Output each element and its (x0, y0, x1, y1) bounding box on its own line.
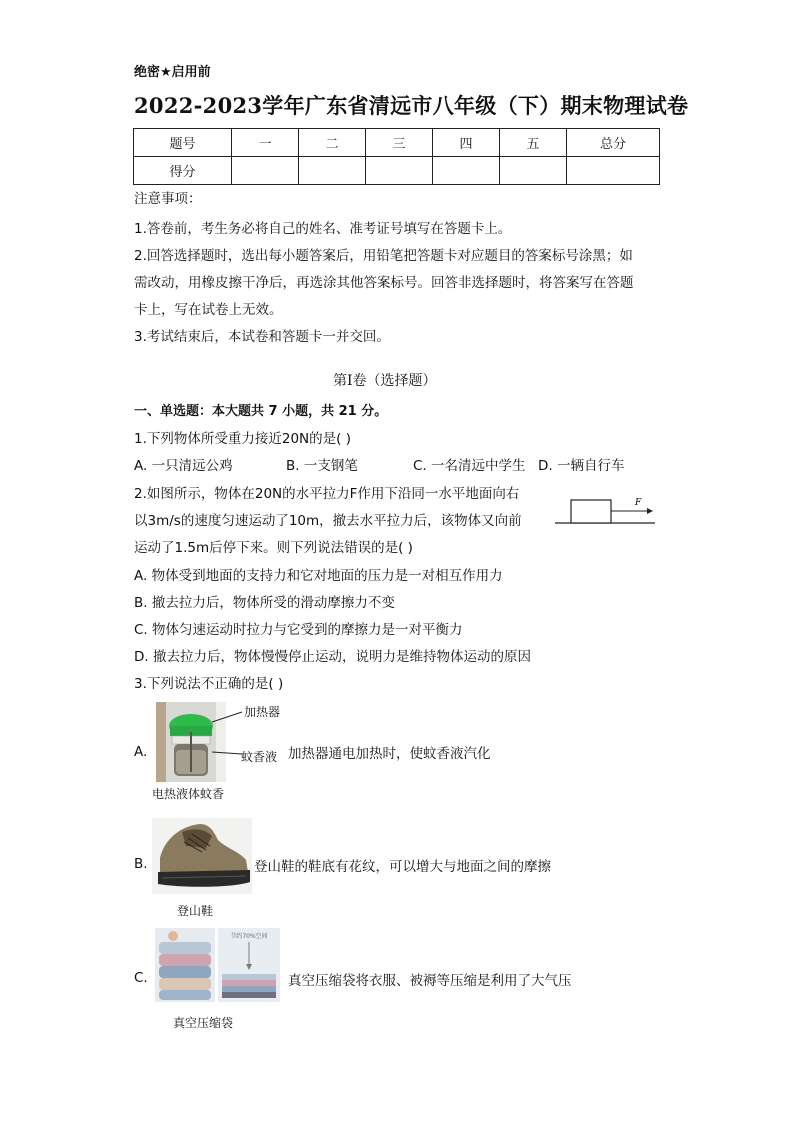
note-line: 需改动，用橡皮擦干净后，再选涂其他答案标号。回答非选择题时，将答案写在答题 (134, 275, 634, 291)
notes-heading: 注意事项： (134, 191, 202, 207)
section-heading: 一、单选题：本大题共 7 小题，共 21 分。 (134, 404, 388, 419)
score-cell (567, 157, 660, 185)
note-line: 2.回答选择题时，选出每小题答案后，用铅笔把答题卡对应题目的答案标号涂黑；如 (134, 248, 633, 264)
vacuum-bag-before-photo (155, 928, 215, 1002)
score-header-cell: 总分 (567, 129, 660, 157)
q2-option-a: A. 物体受到地面的支持力和它对地面的压力是一对相互作用力 (134, 568, 503, 584)
q3-option-a-caption: 电热液体蚊香 (152, 787, 225, 801)
q3-option-c-letter: C. (134, 970, 148, 986)
q3-option-a-text: 加热器通电加热时，使蚊香液汽化 (288, 746, 491, 762)
note-line: 3.考试结束后，本试卷和答题卡一并交回。 (134, 329, 390, 345)
score-table-score-row (134, 157, 660, 185)
exam-title: 2022-2023学年广东省清远市八年级（下）期末物理试卷 (134, 93, 689, 118)
q1-option-b: B. 一支钢笔 (286, 458, 358, 474)
score-header-cell: 题号 (134, 129, 232, 157)
part-title: 第I卷（选择题） (333, 373, 437, 389)
score-cell (366, 157, 433, 185)
score-row-label: 得分 (134, 157, 232, 185)
vacuum-bag-after-photo (218, 928, 280, 1002)
block-force-diagram (555, 490, 660, 530)
score-cell (433, 157, 500, 185)
q2-option-c: C. 物体匀速运动时拉力与它受到的摩擦力是一对平衡力 (134, 622, 463, 638)
q3-option-b-text: 登山鞋的鞋底有花纹，可以增大与地面之间的摩擦 (254, 859, 551, 875)
q2-stem-line: 2.如图所示，物体在20N的水平拉力F作用下沿同一水平地面向右 (134, 486, 520, 502)
score-header-cell: 五 (500, 129, 567, 157)
score-header-cell: 四 (433, 129, 500, 157)
q3-option-b-caption: 登山鞋 (177, 904, 214, 918)
score-cell (299, 157, 366, 185)
note-line: 卡上，写在试卷上无效。 (134, 302, 283, 318)
secret-mark: 绝密★启用前 (134, 65, 211, 80)
q3-option-b-letter: B. (134, 856, 148, 872)
score-cell (500, 157, 567, 185)
q2-stem-line: 运动了1.5m后停下来。则下列说法错误的是( ) (134, 540, 413, 556)
note-line: 1.答卷前，考生务必将自己的姓名、准考证号填写在答题卡上。 (134, 221, 512, 237)
heater-label: 加热器 (244, 705, 281, 719)
force-label: F (635, 498, 642, 508)
q3-option-c-text: 真空压缩袋将衣服、被褥等压缩是利用了大气压 (288, 973, 572, 989)
force-arrowhead (647, 508, 653, 514)
score-table (133, 128, 660, 185)
q1-option-a: A. 一只清远公鸡 (134, 458, 233, 474)
score-header-cell: 一 (232, 129, 299, 157)
q1-option-c: C. 一名清远中学生 (413, 458, 526, 474)
q3-stem: 3.下列说法不正确的是( ) (134, 676, 284, 692)
q2-option-b: B. 撤去拉力后，物体所受的滑动摩擦力不变 (134, 595, 395, 611)
score-header-cell: 二 (299, 129, 366, 157)
liquid-label: 蚊香液 (241, 750, 278, 764)
q3-option-c-caption: 真空压缩袋 (173, 1016, 234, 1030)
block (571, 500, 611, 523)
score-cell (232, 157, 299, 185)
q2-option-d: D. 撤去拉力后，物体慢慢停止运动，说明力是维持物体运动的原因 (134, 649, 531, 665)
score-header-cell: 三 (366, 129, 433, 157)
q2-stem-line: 以3m/s的速度匀速运动了10m，撤去水平拉力后，该物体又向前 (134, 513, 522, 529)
q1-option-d: D. 一辆自行车 (538, 458, 625, 474)
hiking-shoe-photo (152, 818, 252, 894)
space-saving-badge: 节约70%空间 (230, 933, 268, 940)
q1-stem: 1.下列物体所受重力接近20N的是( ) (134, 431, 351, 447)
q3-option-a-letter: A. (134, 744, 148, 760)
score-table-header-row (134, 129, 660, 157)
